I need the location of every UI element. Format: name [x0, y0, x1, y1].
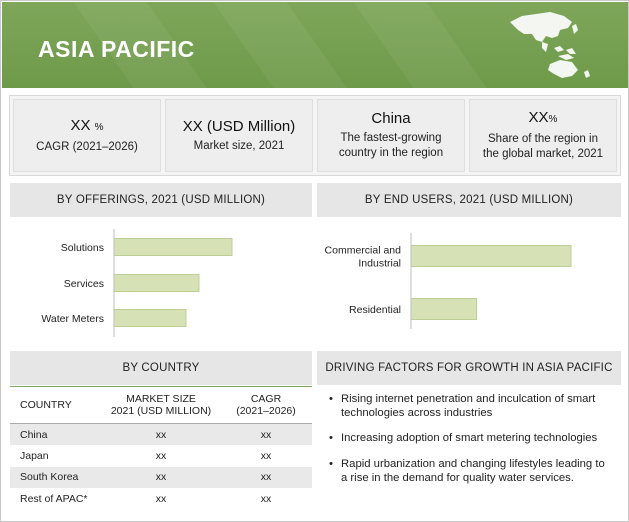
list-item: • Rapid urbanization and changing lifestyles leading to a rise in the demand for quality water services.	[329, 457, 614, 485]
market-size-header-line2: 2021 (USD MILLION)	[110, 405, 212, 417]
offerings-category-label-2: Services	[63, 278, 104, 290]
country-cell: South Korea	[10, 467, 102, 489]
market-size-cell: xx	[102, 467, 220, 489]
cagr-header-line2: (2021–2026)	[236, 405, 296, 417]
kpi-market-size-card	[165, 99, 313, 172]
market-size-header-line1: MARKET SIZE	[126, 393, 196, 405]
kpi-market-size-label: Market size, 2021	[193, 139, 285, 152]
kpi-fastest-country-value: China	[371, 110, 411, 127]
cagr-cell: xx	[220, 467, 312, 489]
country-table	[10, 386, 312, 510]
offerings-bar-3	[114, 310, 186, 327]
table-row	[10, 467, 312, 489]
kpi-fastest-country-label-2: country in the region	[338, 147, 444, 159]
kpi-cagr-value: XX	[70, 116, 91, 134]
asia-pacific-map-icon	[502, 8, 597, 80]
end-users-category-label-1: Commercial and Industrial	[324, 244, 401, 270]
cagr-header-line1: CAGR	[250, 393, 282, 405]
cagr-column-header	[220, 387, 312, 424]
kpi-share-card	[469, 99, 617, 172]
cagr-cell: xx	[260, 449, 272, 462]
drivers-section-header: DRIVING FACTORS FOR GROWTH IN ASIA PACIFIC	[317, 351, 621, 385]
kpi-share-label-1: Share of the region in	[488, 133, 598, 145]
kpi-cagr-label: CAGR (2021–2026)	[36, 140, 138, 153]
offerings-section-header: BY OFFERINGS, 2021 (USD MILLION)	[10, 183, 312, 217]
kpi-fastest-country-label-1: The fastest-growing	[340, 132, 442, 144]
kpi-strip	[9, 95, 621, 176]
kpi-share-value: XX	[528, 109, 549, 126]
list-item: • Increasing adoption of smart metering technologies	[329, 431, 614, 445]
kpi-fastest-country-card	[317, 99, 465, 172]
offerings-category-label-1: Solutions	[60, 242, 104, 254]
table-row	[10, 424, 312, 446]
offerings-bar-1	[114, 239, 232, 256]
growth-drivers-list	[329, 392, 614, 496]
country-section-header: BY COUNTRY	[10, 351, 312, 385]
country-cell: China	[10, 424, 102, 446]
region-banner	[2, 2, 628, 88]
offerings-bar-2	[114, 275, 199, 292]
offerings-bar-chart	[10, 225, 312, 345]
kpi-share-label-2: the global market, 2021	[482, 148, 604, 160]
end-users-section-header: BY END USERS, 2021 (USD MILLION)	[317, 183, 621, 217]
market-size-cell: xx	[155, 492, 167, 505]
kpi-cagr-card	[13, 99, 161, 172]
table-row	[10, 488, 312, 510]
end-users-bar-chart	[317, 225, 621, 345]
end-users-bar-1	[411, 246, 571, 267]
country-column-header: COUNTRY	[10, 387, 102, 424]
country-table-header-row	[10, 387, 312, 424]
market-size-cell: xx	[155, 449, 167, 462]
region-title: ASIA PACIFIC	[38, 36, 195, 62]
end-users-bar-2	[411, 299, 477, 320]
market-size-cell: xx	[102, 424, 220, 446]
table-row	[10, 445, 312, 467]
kpi-market-size-value: XX (USD Million)	[182, 117, 296, 135]
kpi-cagr-unit: %	[94, 121, 104, 133]
cagr-cell: xx	[220, 424, 312, 446]
end-users-category-label-2: Residential	[349, 304, 401, 316]
list-item: • Rising internet penetration and inculcation of smart technologies across industries	[329, 392, 614, 420]
market-size-column-header	[102, 387, 220, 424]
country-cell: Japan	[20, 449, 49, 462]
country-cell: Rest of APAC*	[20, 492, 88, 505]
kpi-share-unit: %	[548, 114, 558, 125]
offerings-category-label-3: Water Meters	[41, 313, 104, 325]
cagr-cell: xx	[260, 492, 272, 505]
